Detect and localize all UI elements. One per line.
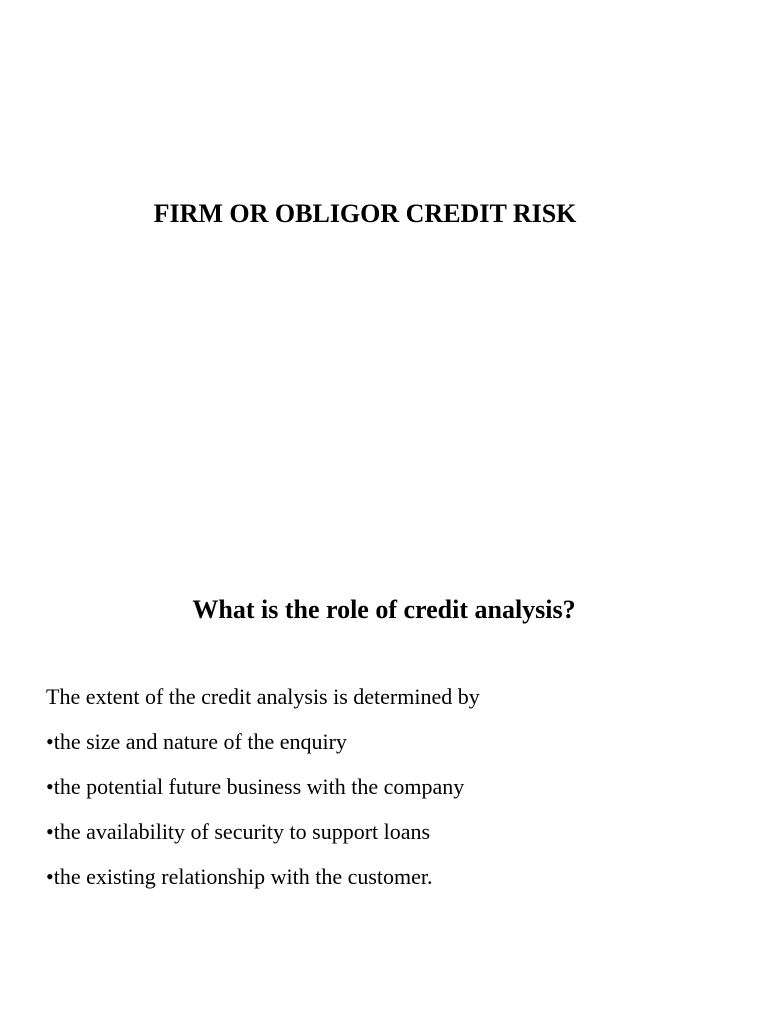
bullet-item-future-business: •the potential future business with the company bbox=[46, 774, 465, 799]
bullet-item-relationship: •the existing relationship with the customer. bbox=[46, 864, 433, 889]
bullet-item-security: •the availability of security to support loans bbox=[46, 819, 431, 844]
slide-title: FIRM OR OBLIGOR CREDIT RISK bbox=[153, 199, 577, 228]
intro-line: The extent of the credit analysis is determined by bbox=[46, 684, 480, 709]
bullet-item-size-nature: •the size and nature of the enquiry bbox=[46, 729, 347, 754]
body-text bbox=[46, 674, 746, 899]
section-heading: What is the role of credit analysis? bbox=[192, 595, 576, 624]
